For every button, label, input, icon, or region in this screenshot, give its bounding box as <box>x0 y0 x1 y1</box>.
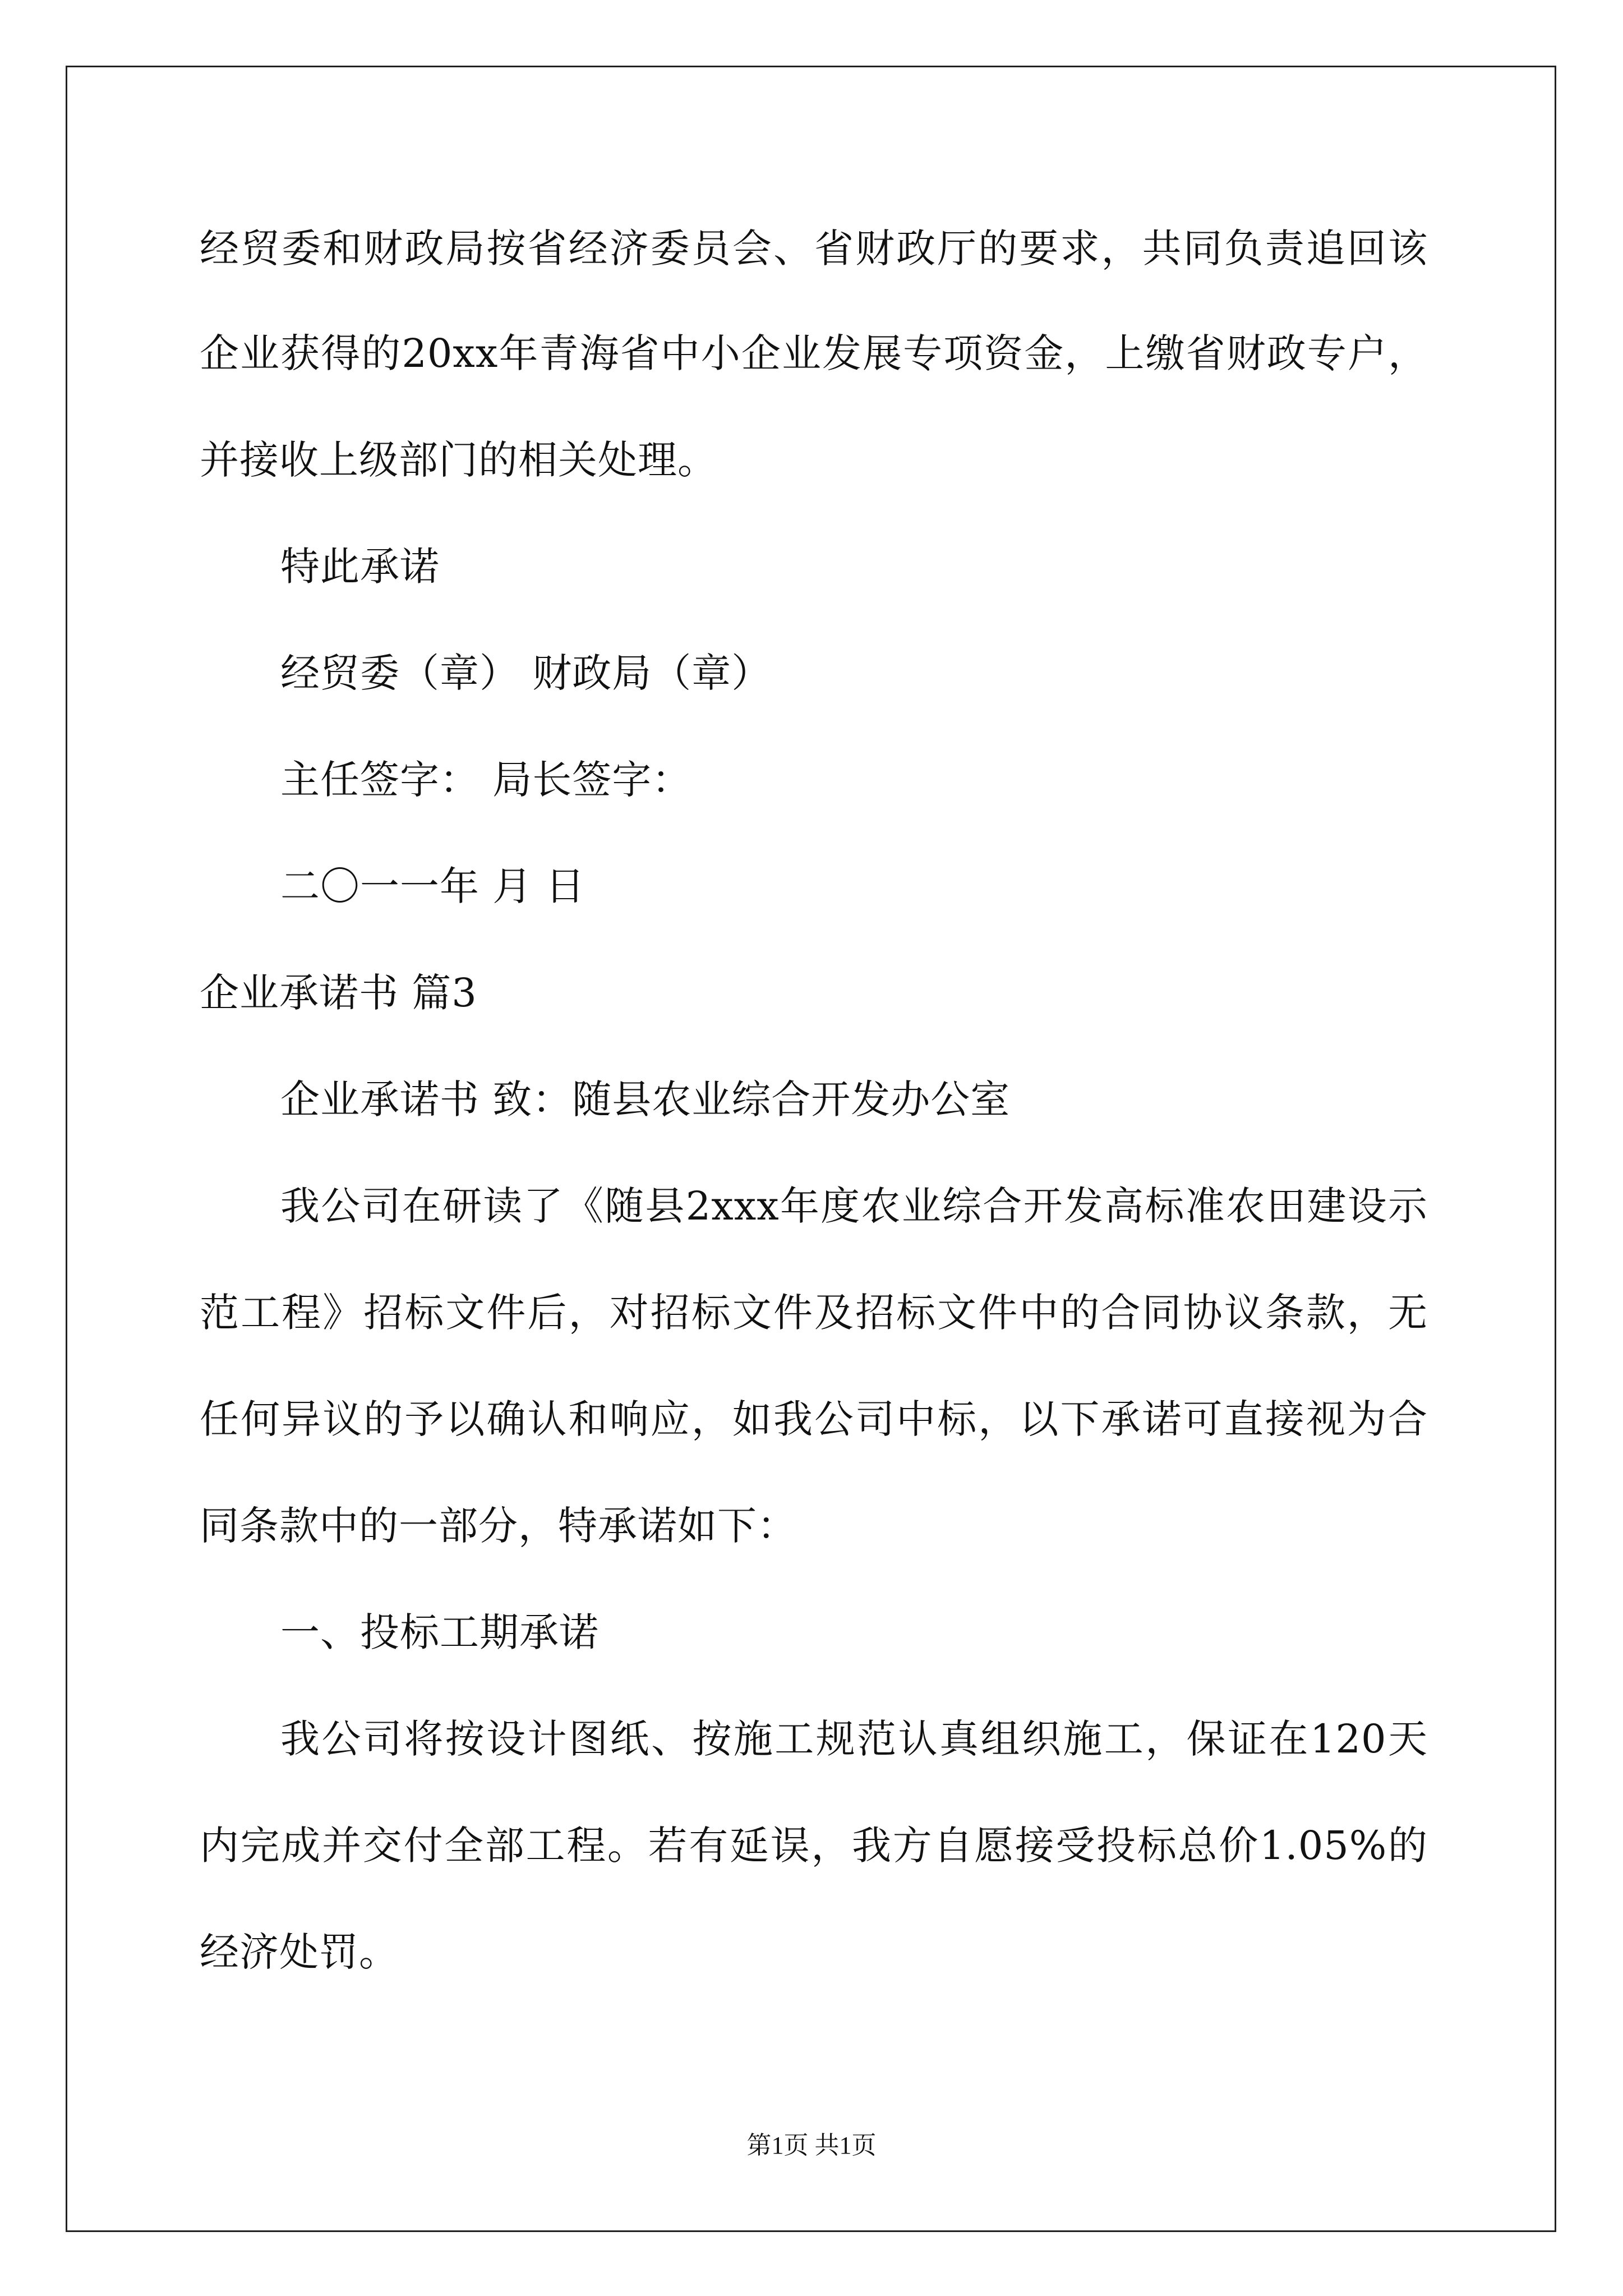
paragraph-line: 并接收上级部门的相关处理。 <box>200 437 717 483</box>
paragraph-line: 我公司将按设计图纸、按施工规范认真组织施工，保证在120天 <box>280 1716 1428 1762</box>
paragraph-line: 经贸委和财政局按省经济委员会、省财政厅的要求，共同负责追回该 <box>200 226 1428 272</box>
date-line: 二〇一一年 月 日 <box>280 863 585 909</box>
subsection-heading: 一、投标工期承诺 <box>280 1609 599 1655</box>
paragraph-line: 内完成并交付全部工程。若有延误，我方自愿接受投标总价1.05%的 <box>200 1823 1428 1869</box>
letter-heading: 企业承诺书 致：随县农业综合开发办公室 <box>280 1076 1011 1122</box>
paragraph-line: 我公司在研读了《随县2xxx年度农业综合开发高标准农田建设示 <box>280 1183 1428 1229</box>
page-border <box>66 66 1556 2232</box>
seal-line: 经贸委（章） 财政局（章） <box>280 650 772 696</box>
commitment-statement: 特此承诺 <box>280 544 440 590</box>
section-heading: 企业承诺书 篇3 <box>200 970 477 1016</box>
paragraph-line: 任何异议的予以确认和响应，如我公司中标，以下承诺可直接视为合 <box>200 1396 1428 1442</box>
paragraph-line: 同条款中的一部分，特承诺如下： <box>200 1503 797 1549</box>
page-footer: 第1页 共1页 <box>746 2132 877 2159</box>
paragraph-line: 经济处罚。 <box>200 1929 399 1975</box>
signature-line: 主任签字： 局长签字： <box>280 757 692 803</box>
paragraph-line: 范工程》招标文件后，对招标文件及招标文件中的合同协议条款，无 <box>200 1290 1428 1336</box>
paragraph-line: 企业获得的20xx年青海省中小企业发展专项资金，上缴省财政专户， <box>200 330 1428 376</box>
